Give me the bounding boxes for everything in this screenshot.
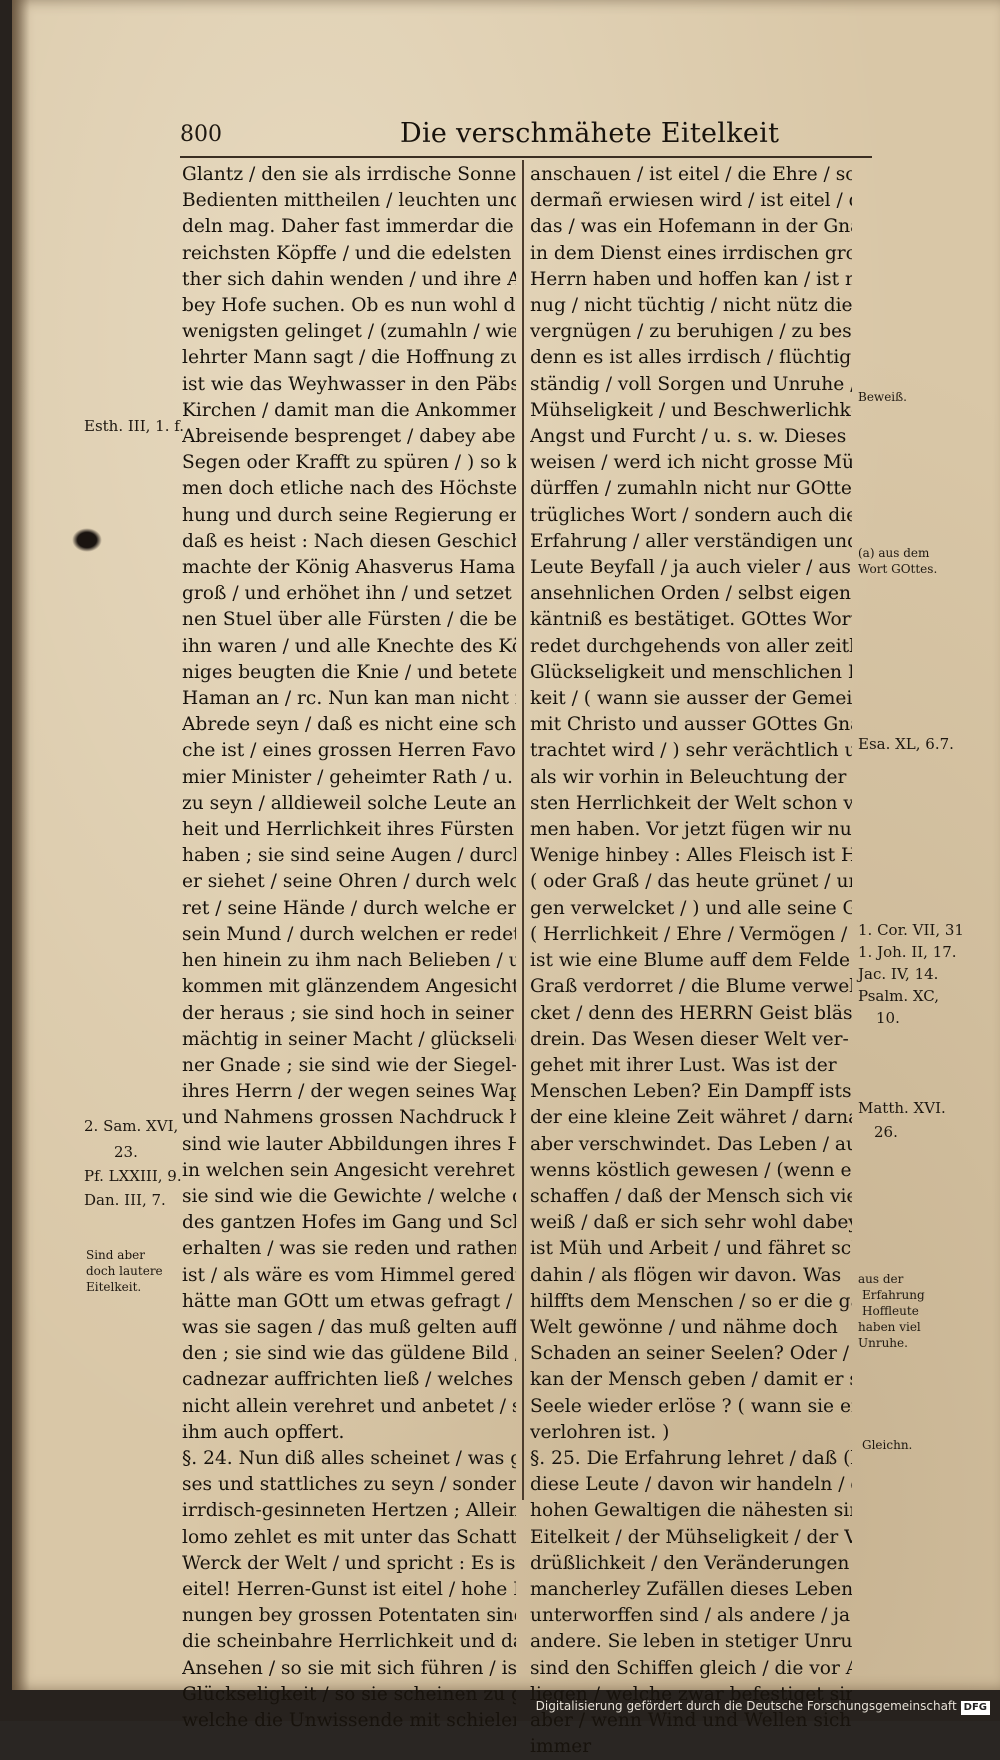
text-line: andere. Sie leben in stetiger Unru — [530, 1629, 852, 1655]
text-line: die scheinbahre Herrlichkeit und d — [182, 1629, 516, 1655]
text-line: der heraus ; sie sind hoch in seiner — [182, 1001, 516, 1027]
text-line: ist wie das Weyhwasser in den Päbs — [182, 372, 516, 398]
text-line: niges beugten die Knie / und beteten — [182, 660, 516, 686]
text-line: sind den Schiffen gleich / die vor — [530, 1656, 852, 1682]
text-line: irrdisch-gesinneten Hertzen ; Allein — [182, 1498, 516, 1524]
text-line: ner Gnade ; sie sind wie der Siegel — [182, 1053, 516, 1079]
text-line: ständig / voll Sorgen und Unruhe — [530, 372, 852, 398]
left-text-column — [182, 162, 516, 1734]
margin-note-sind-2: doch lautere — [86, 1264, 163, 1278]
text-line: ther sich dahin wenden / und ihre A — [182, 267, 516, 293]
text-line: bey Hofe suchen. Ob es nun wohl den — [182, 293, 516, 319]
text-line: denn es ist alles irrdisch / flüchtig — [530, 345, 852, 371]
text-line: Wenige hinbey : Alles Fleisch ist H — [530, 843, 852, 869]
text-line: er siehet / seine Ohren / durch welc — [182, 869, 516, 895]
dfg-badge: DFG — [961, 1701, 990, 1715]
text-line: sie sind wie die Gewichte / welche — [182, 1184, 516, 1210]
margin-note-gleichnis: Gleichn. — [862, 1438, 912, 1452]
text-line: das / was ein Hofemann in der Gn — [530, 214, 852, 240]
column-divider — [522, 160, 524, 1500]
margin-note-haben-viel: haben viel — [858, 1320, 921, 1334]
text-line: trachtet wird / ) sehr verächtlich u — [530, 738, 852, 764]
text-line: Angst und Furcht / u. s. w. Dieses — [530, 424, 852, 450]
text-line: anschauen / ist eitel / die Ehre / so — [530, 162, 852, 188]
text-line: ihm auch opffert. — [182, 1420, 516, 1446]
text-line: hätte man GOtt um etwas gefragt / — [182, 1289, 516, 1315]
margin-note-matth: Matth. XVI. — [858, 1100, 946, 1117]
text-line: mächtig in seiner Macht / glückseli — [182, 1027, 516, 1053]
text-line: daß es heist : Nach diesen Geschic — [182, 529, 516, 555]
text-line: ist / als wäre es vom Himmel gered — [182, 1263, 516, 1289]
text-line: trügliches Wort / sondern auch die — [530, 503, 852, 529]
text-line: reichsten Köpffe / und die edelsten — [182, 241, 516, 267]
text-line: ist wie eine Blume auff dem Felde — [530, 948, 852, 974]
text-line: ses und stattliches zu seyn / sonder — [182, 1472, 516, 1498]
margin-note-sam-verse: 23. — [114, 1144, 138, 1161]
text-line: drüßlichkeit / den Veränderungen — [530, 1551, 852, 1577]
text-line: Werck der Welt / und spricht : Es is — [182, 1551, 516, 1577]
text-line: ret / seine Hände / durch welche er — [182, 896, 516, 922]
text-line: gen verwelcket / ) und alle seine G — [530, 896, 852, 922]
text-line: ( Herrlichkeit / Ehre / Vermögen / — [530, 922, 852, 948]
margin-note-psalm: Psalm. XC, — [858, 988, 939, 1005]
text-line: Ansehen / so sie mit sich führen / is — [182, 1656, 516, 1682]
text-line: Schaden an seiner Seelen? Oder / — [530, 1341, 852, 1367]
text-line: redet durchgehends von aller zeitl — [530, 634, 852, 660]
text-line: Leute Beyfall / ja auch vieler / aus — [530, 555, 852, 581]
margin-note-aus-dem: (a) aus dem — [858, 546, 929, 560]
text-line: nungen bey grossen Potentaten sin — [182, 1603, 516, 1629]
text-line: gehet mit ihrer Lust. Was ist der — [530, 1053, 852, 1079]
margin-note-esth: Esth. III, 1. f. — [84, 418, 184, 435]
text-line: Abreisende besprenget / dabey abe — [182, 424, 516, 450]
text-line: zu seyn / alldieweil solche Leute an — [182, 791, 516, 817]
text-line: dermañ erwiesen wird / ist eitel / — [530, 188, 852, 214]
text-line: ist Müh und Arbeit / und fähret sc — [530, 1236, 852, 1262]
text-line: ihres Herrn / der wegen seines Wap — [182, 1079, 516, 1105]
text-line: vergnügen / zu beruhigen / zu bes — [530, 319, 852, 345]
margin-note-joh: 1. Joh. II, 17. — [858, 944, 957, 961]
text-line: groß / und erhöhet ihn / und setzet sei- — [182, 581, 516, 607]
page-fold-shadow — [12, 0, 30, 1690]
text-line: in welchen sein Angesicht verehret — [182, 1158, 516, 1184]
text-line: che ist / eines grossen Herren Favo — [182, 738, 516, 764]
text-line: nen Stuel über alle Fürsten / die bey — [182, 607, 516, 633]
text-line: §. 24. Nun diß alles scheinet / was — [182, 1446, 516, 1472]
text-line: men doch etliche nach des Höchste — [182, 476, 516, 502]
text-line: drein. Das Wesen dieser Welt ver- — [530, 1027, 852, 1053]
text-line: haben ; sie sind seine Augen / durc — [182, 843, 516, 869]
text-line: Segen oder Krafft zu spüren / ) so k — [182, 450, 516, 476]
text-line: eitel! Herren-Gunst ist eitel / hohe — [182, 1577, 516, 1603]
text-line: hohen Gewaltigen die nähesten si — [530, 1498, 852, 1524]
margin-note-matth-verse: 26. — [874, 1124, 898, 1141]
margin-note-jac: Jac. IV, 14. — [858, 966, 938, 983]
margin-note-hoffleute: Hoffleute — [862, 1304, 919, 1318]
text-line: immer — [530, 1734, 852, 1760]
text-line: weisen / werd ich nicht grosse Mü — [530, 450, 852, 476]
text-line: und Nahmens grossen Nachdruck h — [182, 1105, 516, 1131]
text-line: schaffen / daß der Mensch sich vie — [530, 1184, 852, 1210]
text-line: ihn waren / und alle Knechte des Kö- — [182, 634, 516, 660]
text-line: deln mag. Daher fast immerdar die — [182, 214, 516, 240]
text-line: unterworffen sind / als andere / ja — [530, 1603, 852, 1629]
text-line: Herrn haben und hoffen kan / ist n — [530, 267, 852, 293]
text-line: machte der König Ahasverus Haman — [182, 555, 516, 581]
text-line: nicht allein verehret und anbetet / — [182, 1394, 516, 1420]
margin-note-ps: Pf. LXXIII, 9. — [84, 1168, 182, 1185]
text-line: mancherley Zufällen dieses Leben — [530, 1577, 852, 1603]
running-title: Die verschmähete Eitelkeit — [400, 118, 779, 149]
text-line: sein Mund / durch welchen er redet — [182, 922, 516, 948]
text-line: §. 25. Die Erfahrung lehret / daß (b) — [530, 1446, 852, 1472]
text-line: aber / wenn Wind und Wellen sich — [530, 1708, 852, 1734]
margin-note-sam: 2. Sam. XVI, — [84, 1118, 178, 1135]
text-line: lehrter Mann sagt / die Hoffnung z — [182, 345, 516, 371]
text-line: aber verschwindet. Das Leben / auch — [530, 1132, 852, 1158]
margin-note-esa: Esa. XL, 6.7. — [858, 736, 954, 753]
text-line: keit / ( wann sie ausser der Gemei — [530, 686, 852, 712]
text-line: Kirchen / damit man die Ankommen — [182, 398, 516, 424]
margin-note-sind-1: Sind aber — [86, 1248, 145, 1262]
text-line: wenns köstlich gewesen / (wenn e — [530, 1158, 852, 1184]
text-line: kan der Mensch geben / damit er — [530, 1367, 852, 1393]
text-line: hilffts dem Menschen / so er die g — [530, 1289, 852, 1315]
text-line: Eitelkeit / der Mühseligkeit / der Ver- — [530, 1525, 852, 1551]
margin-note-cor: 1. Cor. VII, 31 — [858, 922, 964, 939]
text-line: mier Minister / geheimter Rath / u. — [182, 765, 516, 791]
text-line: hung und durch seine Regierung e — [182, 503, 516, 529]
text-line: liegen / welche zwar befestiget sin — [530, 1682, 852, 1708]
text-line: Glückseligkeit und menschlichen — [530, 660, 852, 686]
header-rule — [180, 156, 872, 158]
text-line: mit Christo und ausser GOttes Gn — [530, 712, 852, 738]
text-line: käntniß es bestätiget. GOttes Wort — [530, 607, 852, 633]
text-line: Haman an / rc. Nun kan man nicht in — [182, 686, 516, 712]
text-line: des gantzen Hofes im Gang und Sc — [182, 1210, 516, 1236]
text-line: dürffen / zumahln nicht nur GOtte — [530, 476, 852, 502]
margin-note-sind-3: Eitelkeit. — [86, 1280, 141, 1294]
digitization-footer — [536, 1695, 990, 1717]
text-line: Bedienten mittheilen / leuchten und — [182, 188, 516, 214]
fly-speck-mark — [72, 528, 102, 552]
text-line: ansehnlichen Orden / selbst eigen — [530, 581, 852, 607]
text-line: welche die Unwissende mit schiele — [182, 1708, 516, 1734]
text-line: sten Herrlichkeit der Welt schon v — [530, 791, 852, 817]
text-line: Graß verdorret / die Blume verwel- — [530, 974, 852, 1000]
text-line: sind wie lauter Abbildungen ihres H — [182, 1132, 516, 1158]
right-text-column — [530, 162, 852, 1760]
footer-credit: Digitalisierung gefördert durch die Deutsche Forschungsgemeinschaft — [536, 1699, 957, 1713]
text-line: was sie sagen / das muß gelten auff Er- — [182, 1315, 516, 1341]
text-line: cadnezar auffrichten ließ / welches — [182, 1367, 516, 1393]
text-line: kommen mit glänzendem Angesicht — [182, 974, 516, 1000]
margin-note-aus-der: aus der — [858, 1272, 903, 1286]
margin-note-beweis: Beweiß. — [858, 390, 907, 404]
text-line: weiß / daß er sich sehr wohl dabe — [530, 1210, 852, 1236]
text-line: nug / nicht tüchtig / nicht nütz die — [530, 293, 852, 319]
text-line: Abrede seyn / daß es nicht eine sch — [182, 712, 516, 738]
text-line: ( oder Graß / das heute grünet / u — [530, 869, 852, 895]
text-line: als wir vorhin in Beleuchtung der — [530, 765, 852, 791]
text-line: Mühseligkeit / und Beschwerlichk — [530, 398, 852, 424]
text-line: dahin / als flögen wir davon. Was — [530, 1263, 852, 1289]
page-number: 800 — [180, 122, 222, 147]
text-line: Glantz / den sie als irrdische Sonne — [182, 162, 516, 188]
text-line: Erfahrung / aller verständigen un — [530, 529, 852, 555]
text-line: den ; sie sind wie das güldene Bild — [182, 1341, 516, 1367]
text-line: heit und Herrlichkeit ihres Fürsten — [182, 817, 516, 843]
text-line: der eine kleine Zeit währet / darnach — [530, 1105, 852, 1131]
text-line: wenigsten gelinget / (zumahln / wie — [182, 319, 516, 345]
margin-note-psalm-verse: 10. — [876, 1010, 900, 1027]
text-line: Menschen Leben? Ein Dampff ists / — [530, 1079, 852, 1105]
text-line: men haben. Vor jetzt fügen wir nu — [530, 817, 852, 843]
text-line: hen hinein zu ihm nach Belieben / und — [182, 948, 516, 974]
margin-note-wort-gottes: Wort GOttes. — [858, 562, 937, 576]
margin-note-unruhe: Unruhe. — [858, 1336, 908, 1350]
text-line: diese Leute / davon wir handeln / — [530, 1472, 852, 1498]
text-line: lomo zehlet es mit unter das Schatten- — [182, 1525, 516, 1551]
text-line: Glückseligkeit / so sie scheinen zu — [182, 1682, 516, 1708]
margin-note-dan: Dan. III, 7. — [84, 1192, 166, 1209]
text-line: verlohren ist. ) — [530, 1420, 852, 1446]
text-line: Seele wieder erlöse ? ( wann sie e — [530, 1394, 852, 1420]
text-line: cket / denn des HERRN Geist bläset — [530, 1001, 852, 1027]
text-line: Welt gewönne / und nähme doch — [530, 1315, 852, 1341]
text-line: erhalten / was sie reden und rathen — [182, 1236, 516, 1262]
text-line: in dem Dienst eines irrdischen gro — [530, 241, 852, 267]
margin-note-erfahrung: Erfahrung — [862, 1288, 925, 1302]
